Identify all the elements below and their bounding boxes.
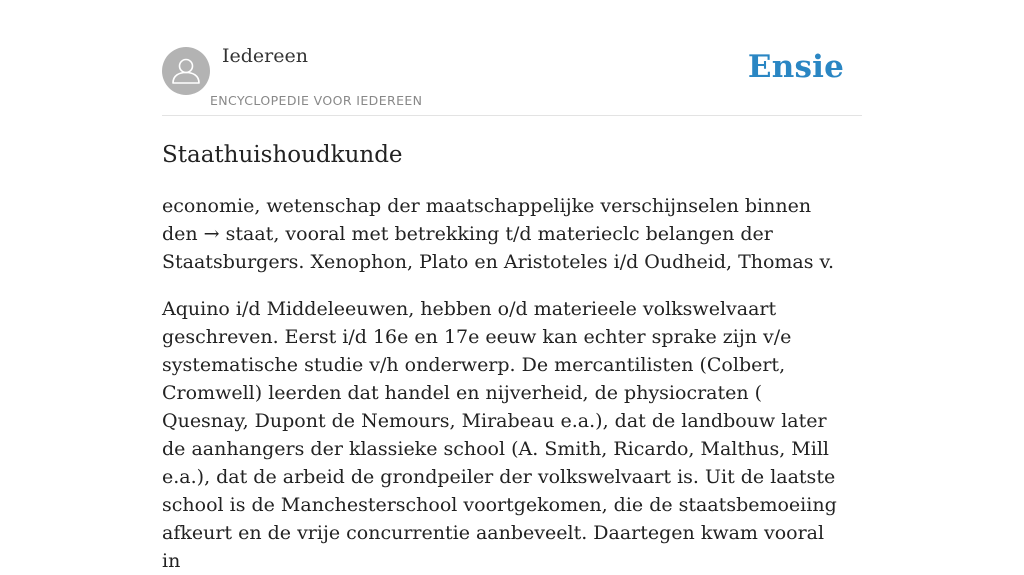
user-avatar-icon[interactable] <box>162 47 210 95</box>
author-name-link[interactable]: Iedereen <box>222 45 308 67</box>
brand-logo-link[interactable]: Ensie <box>747 49 844 85</box>
article-paragraph: Aquino i/d Middeleeuwen, hebben o/d materieele volkswelvaart geschreven. Eerst i/d 16e en 17e eeuw kan echter sprake zijn v/e systematische studie v/h onderwerp. De mercantilisten (Colbert, Cromwell) leerden dat handel en nijverheid, de physiocraten ( Quesnay, Dupont de Nemours, Mirabeau e.a.), dat de landbouw later de aanhangers der klassieke school (A. Smith, Ricardo, Malthus, Mill e.a.), dat de arbeid de grondpeiler der volkswelvaart is. Uit de laatste school is de Manchesterschool voortgekomen, die de staatsbemoeiing afkeurt en de vrije concurrentie aanbeveelt. Daartegen kwam vooral in <box>162 298 837 572</box>
article-paragraph: economie, wetenschap der maatschappelijke verschijnselen binnen den → staat, vooral met betrekking t/d materieclc belangen der Staatsburgers. Xenophon, Plato en Aristoteles i/d Oudheid, Thomas v. <box>162 195 835 273</box>
site-header <box>162 0 862 116</box>
article-title: Staathuishoudkunde <box>162 142 403 168</box>
user-silhouette-icon <box>162 47 210 95</box>
publication-subtitle: ENCYCLOPEDIE VOOR IEDEREEN <box>210 93 423 108</box>
article-body <box>162 138 862 575</box>
